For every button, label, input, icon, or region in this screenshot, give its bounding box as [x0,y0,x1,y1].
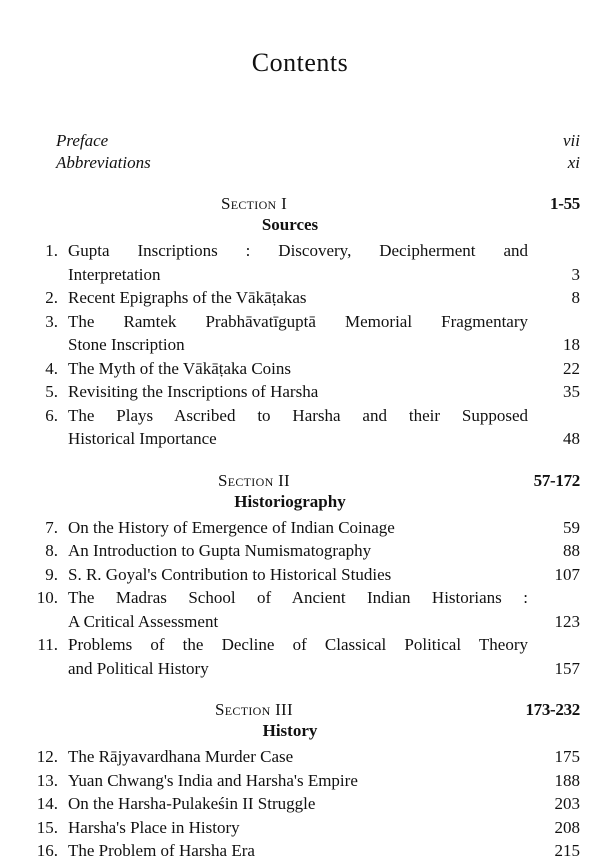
entry-title-text: S. R. Goyal's Contribution to Historical Studies [68,564,392,584]
toc-entry[interactable] [22,286,580,310]
entry-line [68,586,580,610]
entry-title-text: Historical Importance [68,429,217,448]
entry-line [68,380,580,404]
entry-line [68,792,580,816]
entry-number: 13. [36,770,58,790]
frontmatter-row [56,152,580,174]
entry-line [68,239,580,263]
entry-body [68,792,580,816]
entry-line [68,769,580,793]
section-label: Section III [215,700,293,719]
entry-body [68,380,580,404]
entry-line [68,633,580,657]
toc-entry[interactable] [22,563,580,587]
entry-title-text: and Political History [68,658,209,678]
entry-page-number: 157 [554,658,580,678]
entry-body [68,404,580,451]
entry-line [68,816,580,840]
entry-number: 7. [45,517,58,537]
entry-page-number: 208 [554,817,580,837]
entry-page-number: 88 [563,541,580,560]
entry-body [68,769,580,793]
toc-entry[interactable] [22,239,580,286]
section-label: Section I [220,194,288,213]
entry-title-text: Recent Epigraphs of the Vākāṭakas [68,288,307,307]
entry-title-text: On the History of Emergence of Indian Coinage [68,517,395,537]
entry-page-number: 203 [554,794,580,813]
toc-entry[interactable] [22,745,580,769]
entry-page-number: 123 [554,611,580,631]
entry-number: 3. [45,311,58,331]
entry-page-number: 175 [554,747,580,766]
entry-number: 6. [45,405,58,425]
entry-line [68,333,580,357]
entry-line [68,263,580,287]
section-subtitle: Sources [261,215,319,234]
toc-entry[interactable] [22,310,580,357]
toc-entry[interactable] [22,792,580,816]
toc-entry[interactable] [22,769,580,793]
sections-container [0,194,600,863]
entry-title-text: Gupta Inscriptions : Discovery, Decipherment and [68,241,528,260]
entry-number: 10. [36,588,58,607]
entry-body [68,539,580,563]
entry-body [68,633,580,680]
entry-title-text: On the Harsha-Pulakeśin II Struggle [68,794,316,813]
toc-entry[interactable] [22,357,580,381]
entry-page-number: 107 [554,564,580,584]
entry-line [68,610,580,634]
frontmatter-page-number: xi [567,153,580,172]
section-page-range: 57-172 [533,470,580,490]
entry-body [68,310,580,357]
entry-line [68,310,580,334]
entry-number: 4. [45,358,58,378]
section-heading [0,471,600,491]
entry-line [68,745,580,769]
entry-body [68,563,580,587]
section-label-wrap [56,700,508,720]
entry-page-number: 8 [571,288,580,307]
toc-entry[interactable] [22,633,580,680]
entry-number: 1. [45,241,58,260]
entry-body [68,816,580,840]
section-heading [0,700,600,720]
entry-number: 15. [36,817,58,837]
frontmatter-row [56,130,580,152]
entry-line [68,516,580,540]
entry-title-text: Stone Inscription [68,335,185,354]
entry-line [68,404,580,428]
entry-number: 11. [37,635,58,654]
entry-number: 8. [45,541,58,560]
entry-line [68,357,580,381]
entry-title-text: Harsha's Place in History [68,817,240,837]
entry-title-text: A Critical Assessment [68,611,219,631]
toc-entry[interactable] [22,586,580,633]
toc-entry[interactable] [22,816,580,840]
entry-title-text: The Plays Ascribed to Harsha and their Supposed [68,405,528,425]
section-label-wrap [56,194,508,214]
entry-title-text: Revisiting the Inscriptions of Harsha [68,382,319,401]
entry-title-text: Yuan Chwang's India and Harsha's Empire [68,770,358,790]
frontmatter-list [0,130,600,174]
entry-body [68,745,580,769]
entry-body [68,357,580,381]
entry-line [68,657,580,681]
section-subtitle: Historiography [234,491,346,511]
entry-body [68,286,580,310]
entry-line [68,286,580,310]
entry-title-text: The Ramtek Prabhāvatīguptā Memorial Fragmentary [68,311,528,331]
entry-line [68,539,580,563]
entry-number: 14. [36,794,58,813]
section-heading [0,194,600,214]
entry-body [68,239,580,286]
entry-title-text: The Rājyavardhana Murder Case [68,747,294,766]
entry-number: 16. [36,841,58,860]
entry-line [68,563,580,587]
frontmatter-label: Abbreviations [56,153,151,172]
entry-page-number: 59 [563,517,580,537]
section-label: Section II [217,470,291,490]
entry-page-number: 35 [563,382,580,401]
entry-page-number: 215 [554,841,580,860]
page-title: Contents [251,48,349,77]
entry-page-number: 22 [563,358,580,378]
entry-number: 9. [45,564,58,584]
section-subtitle: History [262,721,318,740]
entry-list [0,745,600,863]
entry-title-text: Problems of the Decline of Classical Political Theory [68,635,528,654]
entry-number: 12. [36,747,58,766]
section-label-wrap [56,471,508,491]
toc-entry[interactable] [22,516,580,540]
entry-list [0,239,600,451]
frontmatter-page-number: vii [563,131,580,150]
entry-title-text: The Madras School of Ancient Indian Historians : [68,588,528,607]
section-page-range: 1-55 [550,194,580,213]
entry-title-text: An Introduction to Gupta Numismatography [68,541,372,560]
toc-entry[interactable] [22,380,580,404]
entry-title-text: The Problem of Harsha Era [68,841,255,860]
entry-number: 2. [45,288,58,307]
entry-page-number: 18 [563,335,580,354]
entry-title-text: The Myth of the Vākāṭaka Coins [68,358,292,378]
entry-page-number: 48 [563,429,580,448]
entry-number: 5. [45,382,58,401]
entry-body [68,516,580,540]
entry-line [68,427,580,451]
entry-body [68,586,580,633]
section-page-range: 173-232 [525,700,580,719]
entry-list [0,516,600,681]
entry-page-number: 188 [554,770,580,790]
entry-title-text: Interpretation [68,264,161,284]
entry-page-number: 3 [571,264,580,284]
toc-entry[interactable] [22,539,580,563]
frontmatter-label: Preface [56,131,109,150]
toc-entry[interactable] [22,404,580,451]
